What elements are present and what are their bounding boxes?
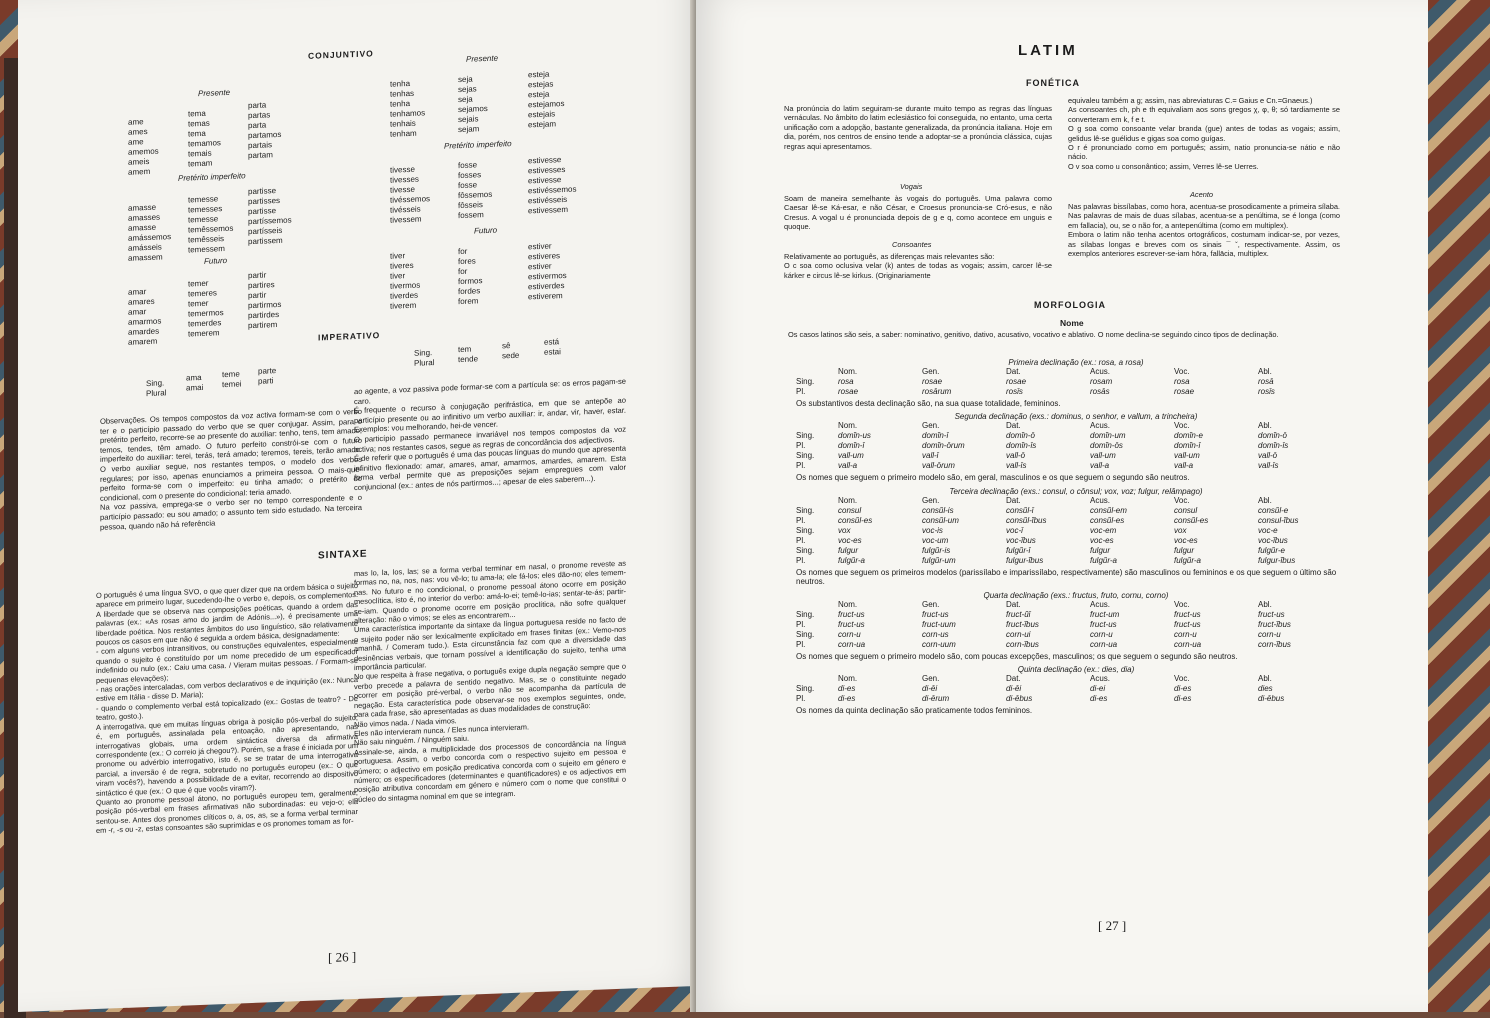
consoantes-text: Relativamente ao português, as diferenças mais relevantes são: O c soa como oclusiva velar (k) antes de todas as vogais; assim, carcer lê-se kárker e circus lê-se kirkus. (Originariamente bbox=[784, 252, 1052, 280]
case-form: rosae rosīs bbox=[1006, 377, 1027, 396]
left-page bbox=[18, 0, 706, 1012]
observacoes-text: Observações. Os tempos compostos da voz activa formam-se com o verbo ter e o particípio passado do verbo que se quer conjugar. Assim, para o pretérito perfeito, recorre-se ao presente do auxiliar: tenho, tens, tem amado; temos, tendes, têm amado. O futuro perfeito constrói-se com o futuro imperfeito do auxiliar: terei, terás, terá amado; teremos, tereis, terão amado. O verbo auxiliar segue, nos restantes tempos, o modelo dos verbos regulares; por isso, apenas enunciamos a primeira pessoa. O mais-que-perfeito forma-se com o imperfeito: eu tinha amado; o pretérito do condicional, com o presente do condicional: teria amado. Na voz passiva, emprega-se o verbo ser no tempo correspondente e o particípio passado: eu sou amado; o assunto tem sido estudado. Na terceira pessoa, quando não há referência bbox=[100, 406, 362, 532]
conj-pres-parta: parta partas parta partamos partais partam bbox=[248, 100, 282, 161]
conj-fut-partir: partir partires partir partirmos partirdes partirem bbox=[248, 270, 282, 331]
declension-table bbox=[796, 674, 1342, 704]
case-header: Acus. bbox=[1090, 495, 1111, 505]
case-header: Voc. bbox=[1174, 421, 1190, 431]
page-number-left: [ 26 ] bbox=[328, 949, 357, 966]
case-form: fulgur fulgŭr-a bbox=[1174, 545, 1201, 565]
case-header: Dat. bbox=[1006, 421, 1021, 431]
case-form: fulgur fulgŭr-a bbox=[1090, 545, 1117, 565]
case-form: rosā rosīs bbox=[1258, 377, 1275, 396]
conj-pres-ame: ame ames ame amemos ameis amem bbox=[128, 117, 159, 177]
case-form: domĭn-ō domĭn-īs bbox=[1006, 431, 1037, 451]
case-form: vall-ī vall-ōrum bbox=[922, 451, 955, 471]
case-form: voc-ī voc-ĭbus bbox=[1006, 525, 1036, 545]
case-header: Gen. bbox=[922, 495, 940, 505]
case-header: Abl. bbox=[1258, 674, 1272, 684]
imperativo-labels: Sing. Plural bbox=[146, 378, 167, 399]
case-form: fulgŭr-ī fulgur-ĭbus bbox=[1006, 545, 1044, 565]
conj-fut-temer: temer temeres temer temermos temerdes temerem bbox=[188, 278, 224, 339]
vogais-text: Soam de maneira semelhante às vogais do português. Uma palavra como Caesar lê-se Ká-esar, e não César, e Croesus pronuncia-se Cró-esus, e não Cresus. A vogal u é pronunciada depois de g e q, como acontece em unguis e quoque. bbox=[784, 194, 1052, 232]
case-header: Nom. bbox=[838, 674, 858, 684]
vogais-title: Vogais bbox=[900, 182, 923, 191]
case-form: di-ēi di-ērum bbox=[922, 684, 950, 704]
case-form: corn-u corn-ua bbox=[838, 629, 866, 649]
conj-fut-tiver: tiver tiveres tiver tivermos tiverdes tiverem bbox=[390, 251, 421, 311]
declension-table bbox=[796, 496, 1342, 566]
declension-table bbox=[796, 421, 1342, 471]
case-form: domĭn-ō domĭn-īs bbox=[1258, 431, 1289, 451]
right-page bbox=[696, 0, 1428, 1012]
case-form: consŭl-e consul-ĭbus bbox=[1258, 505, 1299, 525]
fonetica-title: FONÉTICA bbox=[1026, 78, 1080, 88]
case-form: corn-us corn-uum bbox=[922, 629, 956, 649]
declension-label: Quarta declinação (exs.: fructus, fruto, cornu, corno) bbox=[983, 590, 1169, 600]
sintaxe-title: SINTAXE bbox=[318, 548, 368, 562]
case-form: domĭn-e domĭn-ī bbox=[1174, 431, 1203, 451]
declension-note: Os substantivos desta declinação são, na sua quase totalidade, femininos. bbox=[796, 399, 1061, 408]
number-label: Sing. Pl. bbox=[796, 525, 815, 545]
case-form: consŭl-is consŭl-um bbox=[922, 505, 959, 525]
case-form: domĭn-us domĭn-ī bbox=[838, 431, 871, 451]
case-form: consul consŭl-es bbox=[838, 505, 873, 525]
imperfeito-label: Pretérito imperfeito bbox=[178, 171, 246, 183]
case-header: Abl. bbox=[1258, 599, 1272, 609]
case-header: Abl. bbox=[1258, 367, 1272, 376]
table-row bbox=[796, 377, 1342, 397]
case-header: Nom. bbox=[838, 495, 858, 505]
case-header: Gen. bbox=[922, 674, 940, 684]
latim-title: LATIM bbox=[1018, 42, 1078, 59]
case-form: fruct-us fruct-us bbox=[838, 609, 865, 629]
declension-note: Os nomes que seguem os primeiros modelos (parissílabo e imparissílabo, respectivamente) são masculinos ou femininos e os que seguem o último são neutros. bbox=[796, 567, 1337, 587]
case-form: fulgŭr-is fulgŭr-um bbox=[922, 545, 956, 565]
conj-pres-tenha: tenha tenhas tenha tenhamos tenhais tenham bbox=[390, 78, 426, 139]
case-header: Abl. bbox=[1258, 421, 1272, 431]
imperativo-ama: ama amai bbox=[186, 372, 204, 393]
declension-table bbox=[796, 600, 1342, 650]
case-header: Dat. bbox=[1006, 674, 1021, 684]
number-label: Sing. Pl. bbox=[796, 505, 815, 525]
case-form: di-es di-es bbox=[838, 684, 856, 704]
case-form: fruct-ŭī fruct-ĭbus bbox=[1006, 609, 1039, 629]
case-header: Abl. bbox=[1258, 495, 1272, 505]
imperativo-labels-2: Sing. Plural bbox=[414, 348, 435, 368]
imperativo-se: sê sede bbox=[502, 341, 520, 361]
case-form: dies di-ēbus bbox=[1258, 684, 1285, 704]
case-form: rosam rosās bbox=[1090, 377, 1113, 396]
declension-label: Segunda declinação (exs.: dominus, o senhor, e vallum, a trincheira) bbox=[954, 412, 1198, 422]
acento-title: Acento bbox=[1190, 190, 1214, 199]
conj-imp-temesse: temesse temesses temesse temêssemos temêsseis temessem bbox=[188, 194, 234, 255]
table-row bbox=[796, 546, 1342, 566]
declension-label: Quinta declinação (ex.: dies, dia) bbox=[1017, 665, 1135, 675]
case-form: fruct-um fruct-us bbox=[1090, 609, 1120, 629]
number-label: Sing. Pl. bbox=[796, 431, 815, 451]
case-header: Gen. bbox=[922, 367, 940, 376]
sintaxe-col1: O português é uma língua SVO, o que quer dizer que na ordem básica o sujeito aparece em primeiro lugar, sucedendo-lhe o verbo e, depois, os complementos. A liberdade que se observa nas composições poéticas, quando a ordem das palavras (ex.: «As rosas amo do jardim de Adónis...»), é precisamente uma liberdade poética. Nos restantes âmbitos do uso linguístico, são relativamente poucos os casos em que não é seguida a ordem básica, designadamente: - com alguns verbos intransitivos, ou construções equivalentes, especialmente quando o sujeito é constituído por um nome precedido de um especificador indefinido ou nulo (ex.: Caiu uma casa. / Vieram muitas pessoas. / Formam-se pequenas elevações); - nas orações intercaladas, com verbos declarativos e de inquirição (ex.: Nunca estive em Itália - disse D. Maria); - quando o complemento verbal está topicalizado (ex.: Gostas de teatro? - De teatro, gosto.). A interrogativa, que em muitas línguas obriga à posição pós-verbal do sujeito, é, em português, assinalada pela entoação, não apresentando, nas interrogativas globais, uma ordem sintáctica diversa da afirmativa correspondente (ex.: O correio já chegou?). Porém, se a frase é iniciada por um pronome ou advérbio interrogativo, isto é, se se tratar de uma interrogativa parcial, a inversão é de regra, sobretudo no português europeu (ex.: O que viram vocês?), havendo a possibilidade de a evitar, recorrendo ao dispositivo sintáctico é que (ex.: O que é que vocês viram?). Quanto ao pronome pessoal átono, no português europeu tem, geralmente, posição pós-verbal em frases afirmativas não subordinadas: eu vejo-o; ela sentou-se. Antes dos pronomes clíticos o, a, os, as, se a forma verbal terminar em -r, -s ou -z, estas consoantes são suprimidas e os pronomes tomam as for- bbox=[96, 580, 358, 836]
number-label: Sing. Pl. bbox=[796, 609, 815, 629]
case-header: Gen. bbox=[922, 599, 940, 609]
declension-label: Terceira declinação (exs.: consul, o cônsul; vox, voz; fulgur, relâmpago) bbox=[949, 486, 1203, 496]
table-row bbox=[796, 506, 1342, 526]
conj-fut-amar: amar amares amar amarmos amardes amarem bbox=[128, 287, 162, 347]
conj-imp-tivesse: tivesse tivesses tivesse tivéssemos tivésseis tivessem bbox=[390, 164, 431, 225]
imperativo-teme: teme temei bbox=[222, 369, 242, 390]
case-form: domĭn-ī domĭn-ōrum bbox=[922, 431, 965, 451]
case-form: fruct-us fruct-uum bbox=[922, 609, 956, 629]
conj-imp-estivesse: estivesse estivesses estivesse estivéssemos estivésseis estivessem bbox=[528, 155, 577, 216]
declension-tables bbox=[796, 358, 1356, 719]
declension-note: Os nomes que seguem o primeiro modelo são, em geral, masculinos e os que seguem o segundo são neutros. bbox=[796, 473, 1190, 483]
case-form: vox voc-es bbox=[838, 525, 862, 545]
case-form: corn-u corn-ua bbox=[1174, 629, 1202, 649]
conj-fut-estiver: estiver estiveres estiver estivermos estiverdes estiverem bbox=[528, 241, 567, 302]
declension-table bbox=[796, 367, 1342, 397]
number-label: Sing. Pl. bbox=[796, 629, 815, 649]
number-label: Sing. Pl. bbox=[796, 377, 815, 396]
morfologia-title: MORFOLOGIA bbox=[1034, 300, 1106, 310]
case-form: voc-em voc-es bbox=[1090, 525, 1117, 545]
conjuntivo-title: CONJUNTIVO bbox=[308, 48, 374, 61]
futuro-label-2: Futuro bbox=[474, 225, 498, 236]
case-header: Nom. bbox=[838, 421, 858, 431]
declension-block bbox=[796, 487, 1356, 587]
case-form: domĭn-um domĭn-ōs bbox=[1090, 431, 1126, 451]
page-number-right: [ 27 ] bbox=[1098, 918, 1127, 933]
case-form: consŭl-em consŭl-es bbox=[1090, 505, 1127, 525]
conj-pres-tema: tema temas tema temamos temais temam bbox=[188, 108, 221, 169]
case-header: Dat. bbox=[1006, 367, 1021, 376]
declension-note: Os nomes que seguem o primeiro modelo são, com poucas excepções, masculinos; os que seguem o segundo são neutros. bbox=[796, 651, 1238, 661]
case-form: rosa rosae bbox=[1174, 377, 1195, 396]
case-header: Acus. bbox=[1090, 599, 1111, 609]
case-header: Voc. bbox=[1174, 367, 1190, 376]
case-header: Acus. bbox=[1090, 674, 1111, 684]
conj-pres-esteja: esteja estejas esteja estejamos estejais estejam bbox=[528, 69, 565, 130]
number-label: Sing. Pl. bbox=[796, 684, 815, 704]
imperativo-title: IMPERATIVO bbox=[318, 330, 381, 343]
imperfeito-label-2: Pretérito imperfeito bbox=[444, 139, 512, 151]
nome-title: Nome bbox=[1060, 318, 1084, 328]
case-form: fulgŭr-e fulgur-ĭbus bbox=[1258, 545, 1296, 565]
case-form: consul consŭl-es bbox=[1174, 505, 1209, 525]
table-row bbox=[796, 684, 1342, 704]
presente-label-2: Presente bbox=[466, 53, 499, 64]
case-form: rosa rosae bbox=[838, 377, 859, 396]
case-header: Voc. bbox=[1174, 674, 1190, 684]
fonetica-col1: Na pronúncia do latim seguiram-se durante muito tempo as regras das línguas vernáculas. No âmbito do latim eclesiástico foi conseguida, no entanto, uma certa unificação com a adopção, bastante generalizada, da pronúncia italiana. Hoje em dia, porém, nos centros de ensino tende a adoptar-se a pronúncia clássica, cujas regras aqui apresentamos. bbox=[784, 104, 1052, 151]
fonetica-col2: equivaleu também a g; assim, nas abreviaturas C.= Gaius e Cn.=Gnaeus.) As consoantes ch, ph e th equivaliam aos sons gregos χ, φ, θ; só tardiamente se converteram em k, f e t. O g soa como consoante velar branda (gue) antes de todas as vogais; assim, gelidus lê-se guélidus e gigas soa como guígas. O r é pronunciado como em português; assim, natio pronuncia-se nátio e não nácio. O v soa como u consonântico; assim, Verres lê-se Uerres. bbox=[1068, 96, 1340, 171]
table-row bbox=[796, 431, 1342, 451]
case-header: Voc. bbox=[1174, 495, 1190, 505]
case-form: vall-um vall-a bbox=[1174, 451, 1200, 471]
declension-block bbox=[796, 665, 1356, 715]
consoantes-title: Consoantes bbox=[892, 240, 932, 249]
case-form: vall-um vall-a bbox=[1090, 451, 1116, 471]
case-form: corn-u corn-ĭbus bbox=[1258, 629, 1291, 649]
declension-block bbox=[796, 412, 1356, 482]
observacoes-cont-text: ao agente, a voz passiva pode formar-se com a partícula se: os erros pagam-se caro. É frequente o recurso à conjugação perifrástica, em que se antepõe ao particípio presente ou ao infinitivo um verbo auxiliar: ir, andar, vir, haver, estar. Exemplos: vou melhorando, hei-de vencer. O particípio passado permanece invariável nos tempos compostos da voz activa; nos restantes casos, segue as regras de concordância dos adjectivos. É de referir que o português é uma das poucas línguas do mundo que apresenta infinitivo flexionado: amar, amares, amar, amarmos, amardes, amarem. Esta forma verbal permite que as preposições sejam empregues com valor conjuncional (ex.: antes de nós partirmos...; apesar de eles saberem...). bbox=[354, 376, 626, 493]
case-form: vall-um vall-a bbox=[838, 451, 864, 471]
case-form: voc-is voc-um bbox=[922, 525, 949, 545]
conj-imp-fosse: fosse fosses fosse fôssemos fôsseis fossem bbox=[458, 160, 493, 221]
case-header: Acus. bbox=[1090, 367, 1111, 376]
presente-label: Presente bbox=[198, 87, 231, 99]
declension-label: Primeira declinação (ex.: rosa, a rosa) bbox=[1008, 358, 1144, 367]
nome-intro: Os casos latinos são seis, a saber: nominativo, genitivo, dativo, acusativo, vocativo e ablativo. O nome declina-se seguindo cinco tipos de declinação. bbox=[788, 330, 1279, 339]
case-form: consŭl-ī consŭl-ĭbus bbox=[1006, 505, 1047, 525]
case-form: fruct-us fruct-us bbox=[1174, 609, 1201, 629]
case-header: Voc. bbox=[1174, 599, 1190, 609]
case-form: corn-u corn-ua bbox=[1090, 629, 1118, 649]
futuro-label: Futuro bbox=[204, 255, 228, 266]
declension-block bbox=[796, 591, 1356, 661]
case-form: di-ēi di-ēbus bbox=[1006, 684, 1033, 704]
case-form: vall-ō vall-īs bbox=[1258, 451, 1279, 471]
case-header: Dat. bbox=[1006, 599, 1021, 609]
case-form: rosae rosārum bbox=[922, 377, 952, 396]
conj-imp-amasse: amasse amasses amasse amássemos amásseis amassem bbox=[128, 202, 172, 263]
table-row bbox=[796, 630, 1342, 650]
case-form: vall-ō vall-īs bbox=[1006, 451, 1027, 471]
case-form: voc-e voc-ĭbus bbox=[1258, 525, 1288, 545]
case-header: Acus. bbox=[1090, 421, 1111, 431]
table-row bbox=[796, 610, 1342, 630]
case-form: di-ei di-es bbox=[1090, 684, 1108, 704]
sintaxe-col2: mas lo, la, los, las; se a forma verbal terminar em nasal, o pronome reveste as formas no, na, nos, nas: vou vê-lo; tu ama-la; ele fá-los; eles dão-no; eles temem-nas. No futuro e no condicional, o pronome pessoal átono ocorre em posição mesoclítica, isto é, no interior do verbo: amá-lo-ei; temê-lo-ias; sentar-te-ás; partir-se-iam. Quando o pronome ocorre em posição proclítica, não sofre qualquer alteração: não o vimos; se eles as encontrarem... Uma característica importante da sintaxe da língua portuguesa reside no facto de o sujeito poder não ser lexicalmente explicitado em frases finitas (ex.: Vemo-nos amanhã. / Comeram tudo.). Esta circunstância faz com que a diversidade das desinências verbais, que tornam possível a identificação do sujeito, tenha uma importância particular. No que respeita à frase negativa, o português exige dupla negação sempre que o verbo precede a palavra de sentido negativo. Mas, se o constituinte negado ocorrer em posição pré-verbal, o verbo não se acompanha da partícula de negação. Esta característica pode observar-se nos exemplos seguintes, onde, para cada frase, são apresentadas as duas modalidades de construção: Não vimos nada. / Nada vimos. Eles não intervieram nunca. / Eles nunca intervieram. Não saiu ninguém. / Ninguém saiu. Assinale-se, ainda, a multiplicidade dos processos de concordância na língua portuguesa. Assim, o verbo concorda com o respectivo sujeito em pessoa e número; o adjectivo em posição predicativa concorda com o sujeito em género e número; os especificadores (determinantes e quantificadores) e os adjectivos em posição atributiva concordam em género e número com o nome que constitui o núcleo do sintagma nominal em que se integram. bbox=[354, 558, 626, 804]
declension-block bbox=[796, 358, 1356, 408]
table-row bbox=[796, 451, 1342, 471]
case-header: Nom. bbox=[838, 599, 858, 609]
imperativo-tem: tem tende bbox=[458, 344, 479, 365]
number-label: Sing. Pl. bbox=[796, 451, 815, 471]
case-form: di-es di-es bbox=[1174, 684, 1192, 704]
case-header: Gen. bbox=[922, 421, 940, 431]
declension-note: Os nomes da quinta declinação são praticamente todos femininos. bbox=[796, 706, 1033, 716]
case-header: Nom. bbox=[838, 367, 858, 376]
case-form: vox voc-es bbox=[1174, 525, 1198, 545]
conj-fut-for: for fores for formos fordes forem bbox=[458, 246, 483, 307]
imperativo-parte: parte parti bbox=[258, 366, 277, 386]
acento-text: Nas palavras bissílabas, como hora, acentua-se prosodicamente a primeira sílaba. Nas palavras de mais de duas sílabas, acentua-se a penúltima, se é longa (como em fallacia), ou, se o não for, a antepenúltima (como em multiplex). Embora o latim não tenha acentos ortográficos, costumam indicar-se, por vezes, as sílabas longas e breves com os sinais ¯ ˘, respectivamente. Assim, os exemplos anteriores escrever-se-iam hōra, fallācia, multiplex. bbox=[1068, 202, 1340, 259]
case-form: fulgur fulgŭr-a bbox=[838, 545, 865, 565]
conj-imp-partisse: partisse partisses partisse partíssemos partísseis partissem bbox=[248, 186, 292, 247]
case-form: corn-ui corn-ĭbus bbox=[1006, 629, 1039, 649]
number-label: Sing. Pl. bbox=[796, 545, 815, 565]
conj-pres-seja: seja sejas seja sejamos sejais sejam bbox=[458, 74, 488, 135]
case-header: Dat. bbox=[1006, 495, 1021, 505]
imperativo-esta: está estai bbox=[544, 337, 561, 357]
table-row bbox=[796, 526, 1342, 546]
case-form: fruct-us fruct-ĭbus bbox=[1258, 609, 1291, 629]
